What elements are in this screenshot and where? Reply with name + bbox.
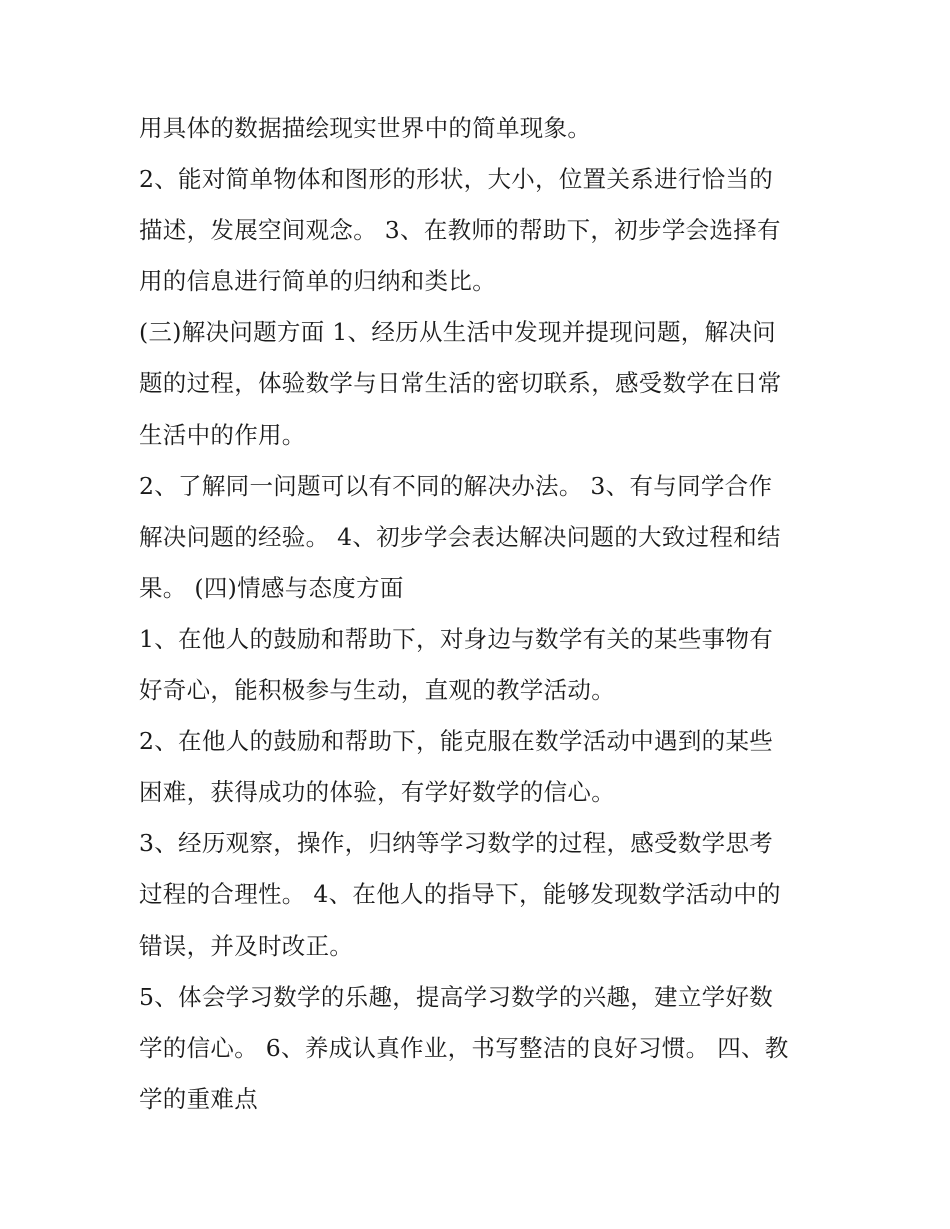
text-line: (三)解决问题方面 1、经历从生活中发现并提现问题，解决问 bbox=[139, 318, 776, 347]
text-line: 用具体的数据描绘现实世界中的简单现象。 bbox=[139, 114, 592, 142]
text-line: 2、能对简单物体和图形的形状，大小，位置关系进行恰当的 bbox=[139, 165, 774, 194]
text-line: 生活中的作用。 bbox=[139, 420, 306, 449]
text-line: 用的信息进行简单的归纳和类比。 bbox=[139, 267, 496, 296]
text-line: 2、了解同一问题可以有不同的解决办法。 3、有与同学合作 bbox=[139, 471, 773, 500]
text-line: 描述，发展空间观念。 3、在教师的帮助下，初步学会选择有 bbox=[139, 216, 781, 245]
text-line: 解决问题的经验。 4、初步学会表达解决问题的大致过程和结 bbox=[139, 522, 781, 551]
text-line: 2、在他人的鼓励和帮助下，能克服在数学活动中遇到的某些 bbox=[139, 727, 774, 756]
text-line: 困难，获得成功的体验，有学好数学的信心。 bbox=[139, 778, 615, 807]
text-line: 好奇心，能积极参与生动，直观的教学活动。 bbox=[139, 676, 615, 705]
text-line: 学的重难点 bbox=[139, 1084, 258, 1113]
text-line: 3、经历观察，操作，归纳等学习数学的过程，感受数学思考 bbox=[139, 829, 774, 858]
text-line: 过程的合理性。 4、在他人的指导下，能够发现数学活动中的 bbox=[139, 880, 781, 909]
text-line: 学的信心。 6、养成认真作业，书写整洁的良好习惯。 四、教 bbox=[139, 1033, 789, 1062]
text-line: 错误，并及时改正。 bbox=[139, 931, 354, 960]
text-line: 果。 (四)情感与态度方面 bbox=[139, 573, 404, 602]
document-body bbox=[139, 103, 819, 1125]
text-line: 1、在他人的鼓励和帮助下，对身边与数学有关的某些事物有 bbox=[139, 624, 774, 653]
text-line: 题的过程，体验数学与日常生活的密切联系，感受数学在日常 bbox=[139, 369, 782, 398]
text-line: 5、体会学习数学的乐趣，提高学习数学的兴趣，建立学好数 bbox=[139, 982, 774, 1011]
